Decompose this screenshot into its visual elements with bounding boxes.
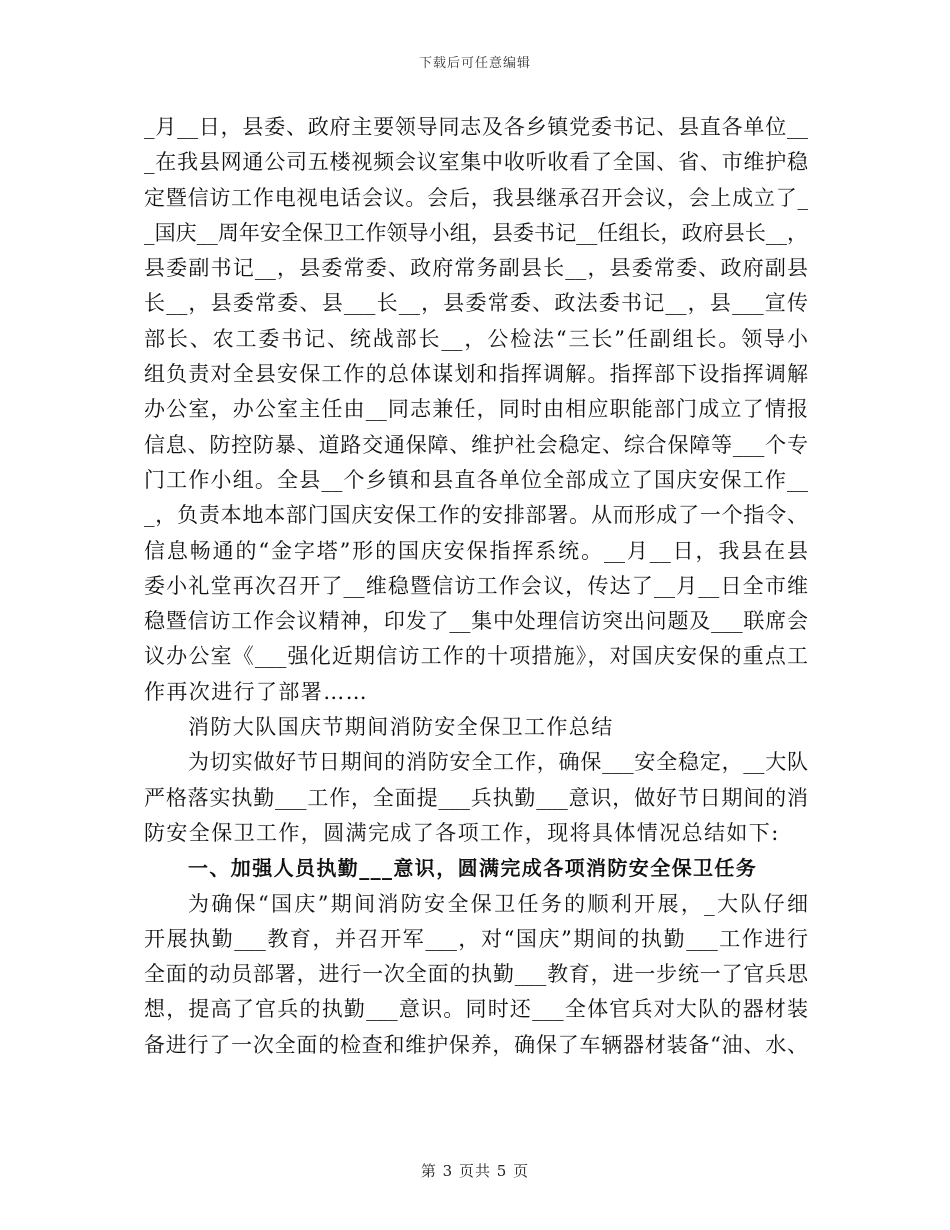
text-line: 信息畅通的“金字塔”形的国庆安保指挥系统。__月__日，我县在县 (144, 538, 808, 563)
text-line: 部长、农工委书记、统战部长__，公检法“三长”任副组长。领导小 (144, 326, 808, 351)
text-line: 议办公室《___强化近期信访工作的十项措施》，对国庆安保的重点工 (144, 644, 808, 669)
text-line: 县委副书记__，县委常委、政府常务副县长__，县委常委、政府副县 (144, 256, 808, 281)
text-line: 委小礼堂再次召开了__维稳暨信访工作会议，传达了__月__日全市维 (144, 573, 808, 598)
text-line: _月__日，县委、政府主要领导同志及各乡镇党委书记、县直各单位__ (144, 115, 808, 139)
text-line: _在我县网通公司五楼视频会议室集中收听收看了全国、省、市维护稳 (144, 150, 808, 175)
document-body (144, 110, 808, 1063)
page-footer: 第 3 页共 5 页 (420, 1162, 530, 1180)
text-line: 定暨信访工作电视电话会议。会后，我县继承召开会议，会上成立了_ (144, 185, 808, 210)
text-line: 为切实做好节日期间的消防安全工作，确保___安全稳定，__大队 (188, 750, 808, 775)
text-line: 开展执勤___教育，并召开军___，对“国庆”期间的执勤___工作进行 (144, 926, 808, 951)
text-line: 门工作小组。全县__个乡镇和县直各单位全部成立了国庆安保工作__ (144, 467, 808, 492)
section-heading: 一、加强人员执勤___意识，圆满完成各项消防安全保卫任务 (188, 856, 758, 881)
text-line: 稳暨信访工作会议精神，印发了__集中处理信访突出问题及___联席会 (144, 609, 808, 634)
text-line: 全面的动员部署，进行一次全面的执勤___教育，进一步统一了官兵思 (144, 962, 808, 987)
text-line: 信息、防控防暴、道路交通保障、维护社会稳定、综合保障等___个专 (144, 432, 808, 457)
page-header: 下载后可任意编辑 (418, 56, 531, 71)
text-line: 为确保“国庆”期间消防安全保卫任务的顺利开展，_大队仔细 (188, 891, 808, 916)
text-line: 备进行了一次全面的检查和维护保养，确保了车辆器材装备“油、水、 (144, 1032, 808, 1057)
text-line: 长__，县委常委、县___长__，县委常委、政法委书记__，县___宣传 (144, 291, 808, 316)
text-line: 防安全保卫工作，圆满完成了各项工作，现将具体情况总结如下: (144, 820, 780, 845)
section-title: 消防大队国庆节期间消防安全保卫工作总结 (188, 715, 614, 740)
text-line: _国庆__周年安全保卫工作领导小组，县委书记__任组长，政府县长__， (144, 220, 808, 245)
text-line: 办公室，办公室主任由__同志兼任，同时由相应职能部门成立了情报 (144, 397, 808, 422)
text-line: _，负责本地本部门国庆安保工作的安排部署。从而形成了一个指令、 (144, 503, 808, 528)
text-line: 想，提高了官兵的执勤___意识。同时还___全体官兵对大队的器材装 (144, 997, 808, 1022)
text-line: 作再次进行了部署…… (144, 679, 368, 704)
text-line: 组负责对全县安保工作的总体谋划和指挥调解。指挥部下设指挥调解 (144, 362, 808, 387)
text-line: 严格落实执勤___工作，全面提___兵执勤___意识，做好节日期间的消 (144, 785, 808, 810)
